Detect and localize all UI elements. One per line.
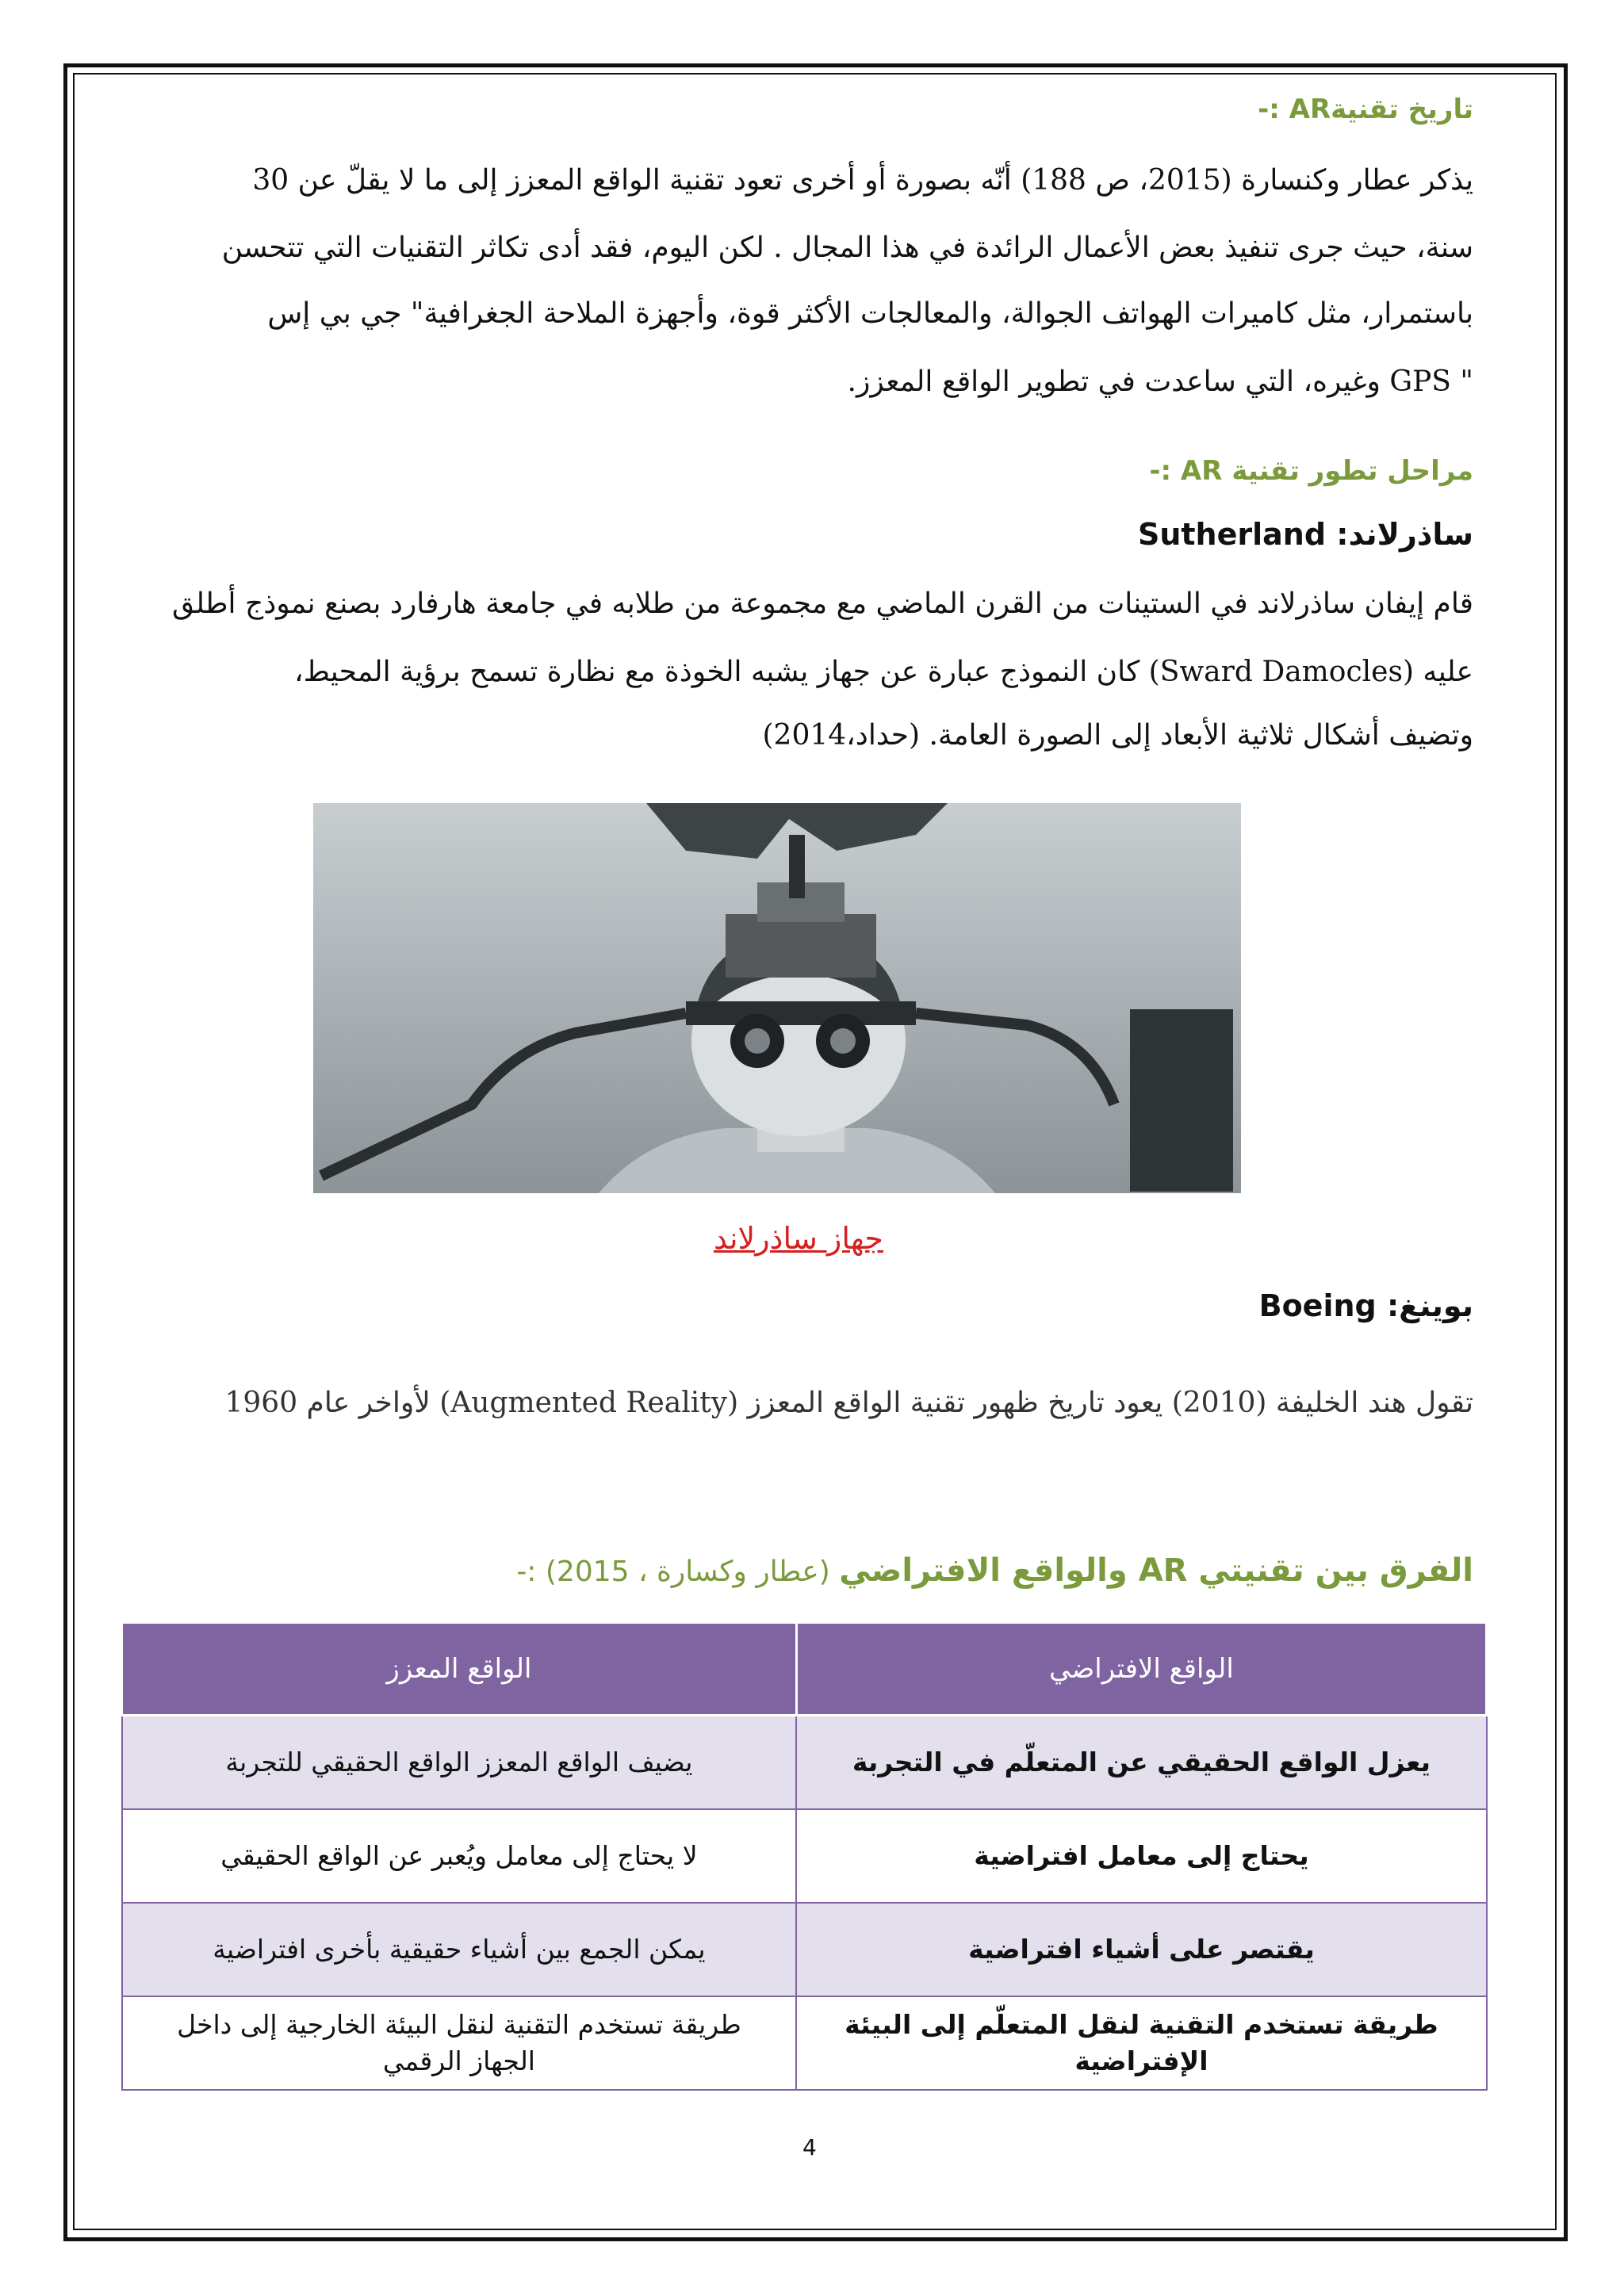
table-row xyxy=(122,1716,1487,1810)
page-number: 4 xyxy=(802,2134,817,2160)
table-cell: يقتصر على أشياء افتراضية xyxy=(796,1903,1486,1996)
paragraph-line: عليه (Sward Damocles) كان النموذج عبارة عن جهاز يشبه الخوذة مع نظارة تسمح برؤية المحيط، xyxy=(293,656,1473,688)
difference-heading-citation: (عطار وكسارة ، 2015) :- xyxy=(516,1556,840,1588)
sutherland-title: ساذرلاند: Sutherland xyxy=(1137,517,1473,552)
comparison-table xyxy=(121,1621,1488,2091)
section-heading-ar-stages: مراحل تطور تقنية AR :- xyxy=(1149,455,1473,487)
table-cell: يضيف الواقع المعزز الواقع الحقيقي للتجربة xyxy=(122,1716,797,1810)
table-cell: يعزل الواقع الحقيقي عن المتعلّم في التجربة xyxy=(796,1716,1486,1810)
boeing-title: بوينغ: Boeing xyxy=(1258,1288,1473,1323)
table-cell: يحتاج إلى معامل افتراضية xyxy=(796,1809,1486,1903)
paragraph-line: " GPS وغيره، التي ساعدت في تطوير الواقع المعزز. xyxy=(847,365,1473,398)
table-row xyxy=(122,1809,1487,1903)
sutherland-device-photo xyxy=(313,803,1241,1193)
table-cell: يمكن الجمع بين أشياء حقيقية بأخرى افتراضية xyxy=(122,1903,797,1996)
paragraph-line: باستمرار، مثل كاميرات الهواتف الجوالة، والمعالجات الأكثر قوة، وأجهزة الملاحة الجغرافية" جي بي إس xyxy=(267,297,1473,330)
difference-heading-main: الفرق بين تقنيتي AR والواقع الافتراضي xyxy=(839,1552,1473,1589)
photo-illustration xyxy=(313,803,1241,1193)
photo-caption: جهاز ساذرلاند xyxy=(714,1221,883,1256)
paragraph-line: يذكر عطار وكنسارة (2015، ص 188) أنّه بصورة أو أخرى تعود تقنية الواقع المعزز إلى ما لا يقلّ عن 30 xyxy=(252,164,1473,197)
table-row xyxy=(122,1996,1487,2090)
section-heading-ar-history: تاريخ تقنيةAR :- xyxy=(1258,94,1473,125)
table-header-ar: الواقع المعزز xyxy=(122,1623,797,1716)
paragraph-line: سنة، حيث جرى تنفيذ بعض الأعمال الرائدة في هذا المجال . لكن اليوم، فقد أدى تكاثر التقنيات التي تتحسن xyxy=(221,232,1473,264)
paragraph-line: وتضيف أشكال ثلاثية الأبعاد إلى الصورة العامة. (حداد،2014) xyxy=(762,719,1473,752)
table-row xyxy=(122,1903,1487,1996)
table-header-vr: الواقع الافتراضي xyxy=(796,1623,1486,1716)
section-heading-ar-vr-difference xyxy=(516,1552,1473,1589)
paragraph-line: قام إيفان ساذرلاند في الستينات من القرن الماضي مع مجموعة من طلابه في جامعة هارفارد بصنع نموذج أطلق xyxy=(171,587,1473,620)
table-cell: لا يحتاج إلى معامل ويُعبر عن الواقع الحقيقي xyxy=(122,1809,797,1903)
table-cell: طريقة تستخدم التقنية لنقل البيئة الخارجية إلى داخل الجهاز الرقمي xyxy=(122,1996,797,2090)
table-cell: طريقة تستخدم التقنية لنقل المتعلّم إلى البيئة الإفتراضية xyxy=(796,1996,1486,2090)
boeing-paragraph: تقول هند الخليفة (2010) يعود تاريخ ظهور تقنية الواقع المعزز (Augmented Reality) لأواخر عام 1960 xyxy=(224,1387,1473,1419)
